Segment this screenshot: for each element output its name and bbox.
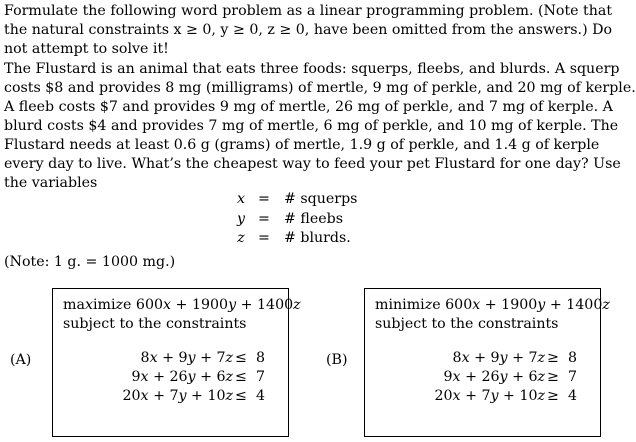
objective-function: maximize 600x + 1900y + 1400z — [63, 297, 301, 313]
inequality-sign: ≥ — [547, 350, 559, 366]
constraint-lhs: 8x + 9y + 7z — [452, 350, 545, 366]
variable-row — [0, 190, 609, 210]
problem-line: The Flustard is an animal that eats three foods: squerps, fleebs, and blurds. A squerp — [4, 61, 620, 77]
inequality-sign: ≤ — [235, 369, 247, 385]
inequality-sign: ≥ — [547, 388, 559, 404]
variable-description: # blurds. — [284, 230, 351, 246]
constraint-list — [365, 349, 600, 406]
constraint-lhs: 8x + 9y + 7z — [140, 350, 233, 366]
equals-sign: = — [258, 210, 270, 227]
problem-line: costs $8 and provides 8 mg (milligrams) of mertle, 9 mg of perkle, and 20 mg of kerple. — [4, 80, 636, 96]
constraint-row — [53, 387, 288, 406]
option-b-box[interactable] — [364, 288, 610, 437]
constraint-lhs: 9x + 26y + 6z — [131, 369, 233, 385]
word-problem-paragraph — [4, 60, 636, 193]
variable-definitions — [0, 190, 609, 249]
constraint-rhs: 8 — [256, 350, 266, 366]
constraint-rhs: 7 — [568, 369, 578, 385]
instructions-line: not attempt to solve it! — [4, 41, 169, 57]
problem-line: A fleeb costs $7 and provides 9 mg of mertle, 26 mg of perkle, and 7 mg of kerple. A — [4, 99, 613, 115]
variable-symbol: y — [236, 210, 245, 227]
constraint-row — [53, 368, 288, 387]
variable-row — [0, 229, 609, 249]
instructions-paragraph — [4, 2, 613, 59]
constraint-rhs: 4 — [568, 388, 578, 404]
problem-line: the variables — [4, 175, 98, 191]
constraint-row — [365, 368, 600, 387]
constraints-heading: subject to the constraints — [375, 316, 559, 332]
unit-note: (Note: 1 g. = 1000 mg.) — [4, 254, 176, 270]
equals-sign: = — [258, 191, 270, 207]
variable-symbol: x — [236, 191, 245, 207]
variable-row — [0, 210, 609, 230]
problem-line: blurd costs $4 and provides 7 mg of mertle, 6 mg of perkle, and 10 mg of kerple. The — [4, 118, 619, 134]
instructions-line: Formulate the following word problem as a linear programming problem. (Note that — [4, 3, 613, 19]
objective-function: minimize 600x + 1900y + 1400z — [375, 297, 610, 313]
constraint-lhs: 9x + 26y + 6z — [443, 369, 545, 385]
constraint-rhs: 4 — [256, 388, 266, 404]
constraint-rhs: 8 — [568, 350, 578, 366]
constraint-rhs: 7 — [256, 369, 266, 385]
constraint-row — [365, 387, 600, 406]
problem-line: Flustard needs at least 0.6 g (grams) of mertle, 1.9 g of perkle, and 1.4 g of kerple — [4, 137, 600, 153]
inequality-sign: ≤ — [235, 350, 247, 366]
option-a-box[interactable] — [52, 288, 301, 437]
constraint-row — [53, 349, 288, 368]
constraint-lhs: 20x + 7y + 10z — [434, 388, 545, 404]
option-a-label[interactable]: (A) — [10, 352, 32, 368]
variable-symbol: z — [237, 230, 245, 246]
problem-line: every day to live. What’s the cheapest way to feed your pet Flustard for one day? Use — [4, 156, 621, 172]
variable-description: # squerps — [284, 191, 358, 207]
constraint-lhs: 20x + 7y + 10z — [122, 388, 233, 404]
constraint-row — [365, 349, 600, 368]
variable-description: # fleebs — [284, 210, 344, 227]
equals-sign: = — [258, 230, 270, 246]
instructions-line: the natural constraints x ≥ 0, y ≥ 0, z ≥ 0, have been omitted from the answers.) Do — [4, 22, 613, 38]
constraints-heading: subject to the constraints — [63, 316, 247, 332]
inequality-sign: ≤ — [235, 388, 247, 404]
inequality-sign: ≥ — [547, 369, 559, 385]
option-b-label[interactable]: (B) — [326, 352, 348, 368]
constraint-list — [53, 349, 288, 406]
